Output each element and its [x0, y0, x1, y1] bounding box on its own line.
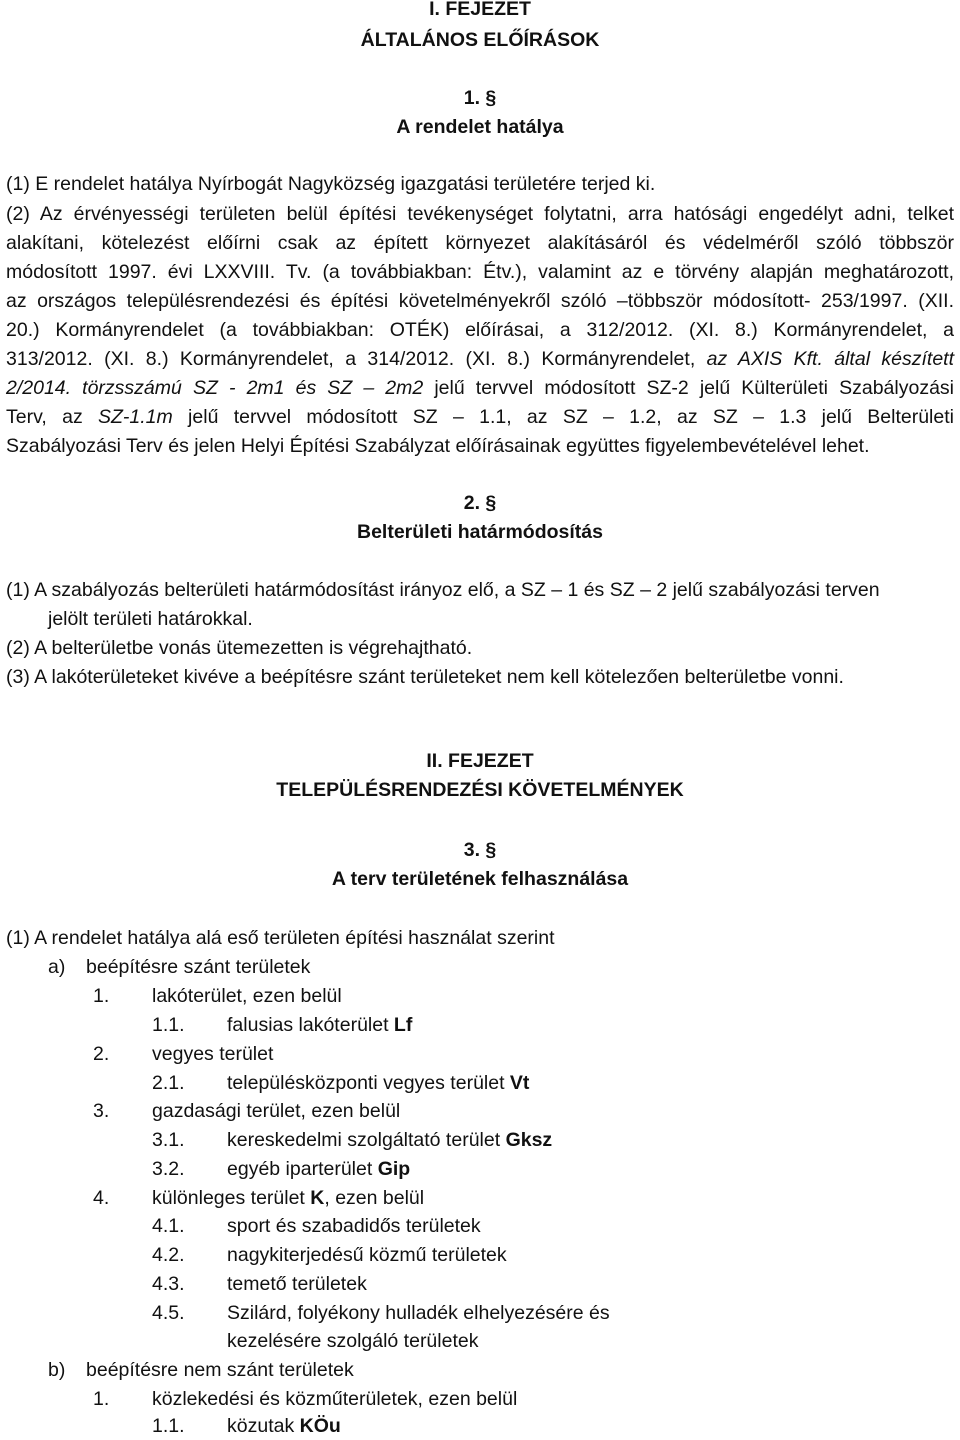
paragraph-line: (1) A szabályozás belterületi határmódosítást irányoz elő, a SZ – 1 és SZ – 2 jelű szabályozási terven	[6, 579, 880, 601]
list-number: 4.	[93, 1187, 110, 1209]
text-run: Terv, az	[6, 406, 98, 428]
list-text: vegyes terület	[152, 1043, 274, 1065]
paragraph-line	[6, 375, 954, 401]
list-number: 4.5.	[152, 1302, 185, 1324]
chapter-subtitle: ÁLTALÁNOS ELŐÍRÁSOK	[360, 29, 600, 51]
list-number: a)	[48, 956, 66, 978]
paragraph-line: az országos településrendezési és építési követelményekről szóló –többször módosított- 253/1997. (XII.	[6, 290, 954, 312]
text-run: jelű tervvel módosított SZ – 1.1, az SZ – 1.2, az SZ – 1.3 jelű Belterületi	[172, 406, 954, 428]
list-text: falusias lakóterület	[227, 1014, 394, 1036]
list-text: kezelésére szolgáló területek	[227, 1330, 479, 1352]
list-text: sport és szabadidős területek	[227, 1215, 481, 1237]
list-number: 2.1.	[152, 1072, 185, 1094]
section-title: A rendelet hatálya	[396, 116, 564, 138]
list-text: beépítésre szánt területek	[86, 956, 311, 978]
paragraph-line: módosított 1997. évi LXXVIII. Tv. (a továbbiakban: Étv.), valamint az e törvény alapján meghatározott,	[6, 261, 954, 283]
list-text: közutak	[227, 1415, 300, 1437]
zone-code: Lf	[393, 1014, 413, 1036]
list-text: közlekedési és közműterületek, ezen belül	[152, 1388, 518, 1410]
list-item	[152, 1242, 507, 1268]
list-number: 1.	[93, 985, 110, 1007]
section-number: 2. §	[463, 492, 497, 514]
list-text: településközponti vegyes terület	[227, 1072, 510, 1094]
list-number: b)	[48, 1359, 66, 1381]
list-text: temető területek	[227, 1273, 367, 1295]
list-number: 3.2.	[152, 1158, 185, 1180]
list-number: 1.	[93, 1388, 110, 1410]
section-title: Belterületi határmódosítás	[357, 521, 603, 543]
list-item	[152, 1156, 410, 1182]
list-item	[152, 1012, 412, 1038]
list-text: , ezen belül	[324, 1187, 425, 1209]
list-text: nagykiterjedésű közmű területek	[227, 1244, 507, 1266]
list-text: gazdasági terület, ezen belül	[152, 1100, 401, 1122]
list-text: lakóterület, ezen belül	[152, 985, 342, 1007]
list-number: 3.	[93, 1100, 110, 1122]
section-number: 1. §	[463, 87, 497, 109]
list-text: beépítésre nem szánt területek	[86, 1359, 354, 1381]
italic-run: SZ-1.1m	[98, 406, 173, 428]
list-item	[152, 1070, 529, 1096]
list-text: Szilárd, folyékony hulladék elhelyezésére és	[227, 1302, 610, 1324]
chapter-title: I. FEJEZET	[429, 0, 531, 20]
paragraph-line: 20.) Kormányrendelet (a továbbiakban: OTÉK) előírásai, a 312/2012. (XI. 8.) Kormányrendelet, a	[6, 319, 954, 341]
list-text: különleges terület	[152, 1187, 311, 1209]
list-item	[93, 983, 342, 1009]
zone-code: KÖu	[299, 1415, 341, 1437]
list-item	[93, 1041, 273, 1067]
paragraph: (3) A lakóterületeket kivéve a beépítésre szánt területeket nem kell kötelezően belterületbe vonni.	[6, 666, 844, 688]
text-run: jelű tervvel módosított SZ-2 jelű Külterületi Szabályozási	[423, 377, 954, 399]
italic-run: az AXIS Kft. által készített	[706, 348, 955, 370]
zone-code: Gip	[377, 1158, 411, 1180]
paragraph: (2) A belterületbe vonás ütemezetten is végrehajtható.	[6, 637, 473, 659]
zone-code: Gksz	[505, 1129, 553, 1151]
list-item	[93, 1098, 400, 1124]
chapter-title: II. FEJEZET	[426, 750, 534, 772]
zone-code: K	[310, 1187, 325, 1209]
paragraph-line	[6, 346, 954, 372]
list-number: 4.3.	[152, 1273, 185, 1295]
italic-run: 2/2014. törzsszámú SZ - 2m1 és SZ – 2m2	[6, 377, 424, 399]
paragraph: (1) A rendelet hatálya alá eső területen építési használat szerint	[6, 927, 555, 949]
list-item	[48, 954, 310, 980]
list-item	[152, 1328, 478, 1354]
list-item	[152, 1271, 367, 1297]
paragraph-line: jelölt területi határokkal.	[48, 608, 253, 630]
chapter-subtitle: TELEPÜLÉSRENDEZÉSI KÖVETELMÉNYEK	[276, 779, 684, 801]
paragraph-line	[6, 404, 954, 430]
paragraph-line: alakítani, kötelezést előírni csak az épített környezet alakításáról és védelméről szóló többször	[6, 232, 954, 254]
list-item	[152, 1127, 552, 1153]
list-item	[152, 1413, 341, 1439]
list-number: 4.2.	[152, 1244, 185, 1266]
list-number: 1.1.	[152, 1415, 185, 1437]
list-item	[152, 1300, 610, 1326]
list-item	[93, 1185, 424, 1211]
list-item	[48, 1357, 354, 1383]
paragraph: (1) E rendelet hatálya Nyírbogát Nagyközség igazgatási területére terjed ki.	[6, 173, 656, 195]
list-text: kereskedelmi szolgáltató terület	[227, 1129, 506, 1151]
list-item	[152, 1213, 481, 1239]
list-item	[93, 1386, 517, 1412]
paragraph-line: Szabályozási Terv és jelen Helyi Építési Szabályzat előírásainak együttes figyelembevételével lehet.	[6, 435, 870, 457]
section-number: 3. §	[463, 839, 497, 861]
section-title: A terv területének felhasználása	[331, 868, 629, 890]
list-number: 2.	[93, 1043, 110, 1065]
list-number: 3.1.	[152, 1129, 185, 1151]
list-number: 1.1.	[152, 1014, 185, 1036]
text-run: 313/2012. (XI. 8.) Kormányrendelet, a 314/2012. (XI. 8.) Kormányrendelet,	[6, 348, 707, 370]
paragraph-line: (2) Az érvényességi területen belül építési tevékenységet folytatni, arra hatósági engedélyt adni, telket	[6, 203, 954, 225]
list-number: 4.1.	[152, 1215, 185, 1237]
zone-code: Vt	[509, 1072, 530, 1094]
list-text: egyéb iparterület	[227, 1158, 378, 1180]
